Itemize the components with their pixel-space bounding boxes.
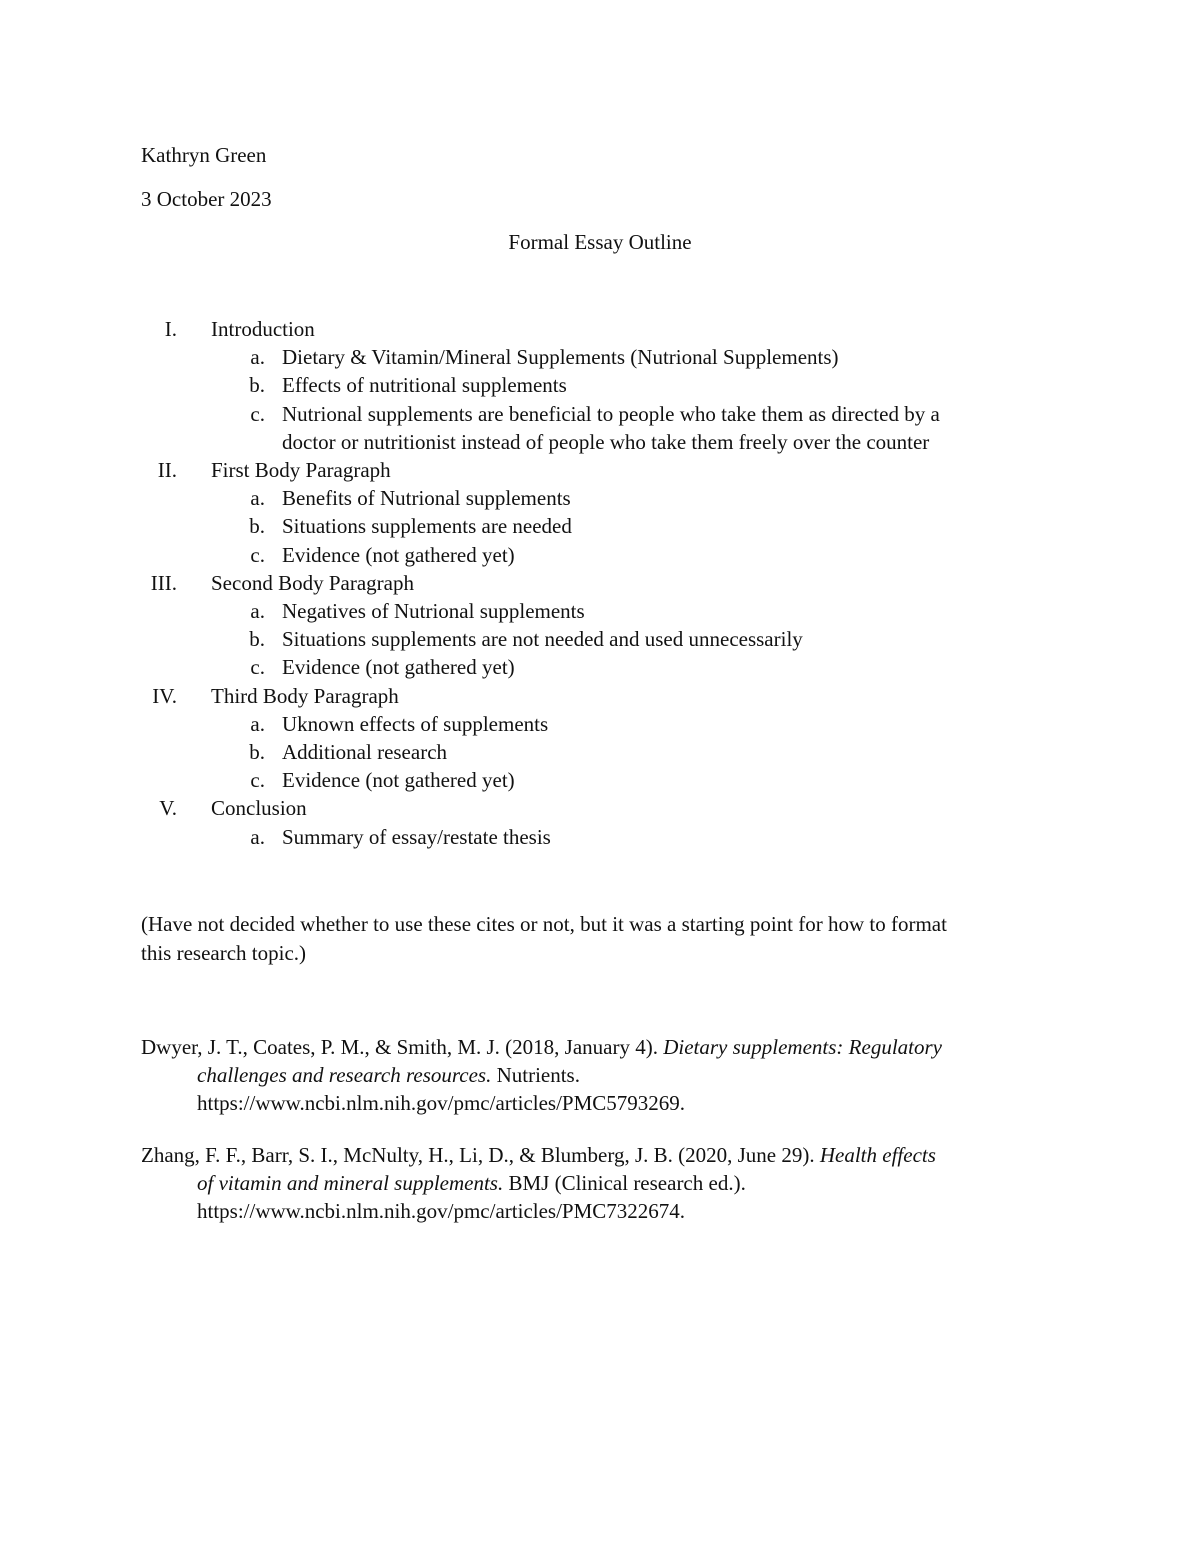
outline-item-letter: a. — [250, 599, 265, 623]
outline-item-text: Evidence (not gathered yet) — [282, 655, 515, 680]
outline-item-text: Situations supplements are not needed and used unnecessarily — [282, 627, 803, 652]
outline-item-letter: c. — [250, 768, 265, 793]
outline-section-heading: Conclusion — [211, 796, 307, 821]
outline-item-text: Effects of nutritional supplements — [282, 373, 567, 398]
research-note-line-1: (Have not decided whether to use these cites or not, but it was a starting point for how to format — [141, 912, 947, 936]
outline-item-text: Additional research — [282, 740, 448, 764]
outline-item-letter: c. — [250, 655, 265, 680]
outline-item-text: Negatives of Nutrional supplements — [282, 599, 585, 623]
outline-item-letter: a. — [250, 824, 265, 849]
reference-title: challenges and research resources. — [197, 1063, 492, 1087]
author-name: Kathryn Green — [141, 143, 267, 167]
reference-source: Nutrients. — [491, 1063, 580, 1087]
outline-numeral: III. — [150, 570, 177, 595]
reference-authors: Dwyer, J. T., Coates, P. M., & Smith, M. J. (2018, January 4). — [141, 1035, 664, 1059]
reference-url[interactable]: https://www.ncbi.nlm.nih.gov/pmc/articles/PMC5793269. — [197, 1091, 686, 1115]
outline-item-text: Evidence (not gathered yet) — [282, 542, 515, 567]
page-title: Formal Essay Outline — [508, 230, 692, 254]
outline-numeral: IV. — [152, 683, 177, 708]
outline-section-heading: Third Body Paragraph — [211, 683, 399, 708]
outline-item-letter: a. — [250, 711, 265, 736]
outline-item-letter: c. — [250, 401, 265, 426]
outline-section-heading: First Body Paragraph — [211, 458, 391, 482]
reference-source: BMJ (Clinical research ed.). — [503, 1171, 746, 1195]
outline-section-heading: Second Body Paragraph — [211, 570, 414, 595]
reference-title: Health effects — [819, 1143, 936, 1167]
outline-item-text: Benefits of Nutrional supplements — [282, 486, 571, 511]
outline-item-letter: b. — [249, 373, 265, 398]
outline-item-text: Summary of essay/restate thesis — [282, 824, 551, 849]
reference-title: Dietary supplements: Regulatory — [663, 1035, 942, 1059]
outline-item-text: Nutrional supplements are beneficial to people who take them as directed by a — [282, 401, 940, 426]
research-note-line-2: this research topic.) — [141, 941, 307, 965]
outline-item-text: Evidence (not gathered yet) — [282, 768, 515, 793]
outline-section-heading: Introduction — [211, 317, 315, 341]
outline-item-letter: b. — [249, 627, 265, 652]
reference-authors: Zhang, F. F., Barr, S. I., McNulty, H., Li, D., & Blumberg, J. B. (2020, June 29). — [141, 1143, 820, 1167]
outline-item-letter: b. — [249, 740, 265, 764]
reference-url[interactable]: https://www.ncbi.nlm.nih.gov/pmc/articles/PMC7322674. — [197, 1199, 686, 1223]
outline-item-text: Situations supplements are needed — [282, 514, 572, 539]
reference-title: of vitamin and mineral supplements. — [197, 1171, 504, 1195]
outline-numeral: II. — [157, 458, 177, 482]
outline-numeral: I. — [164, 317, 177, 341]
outline-item-text: doctor or nutritionist instead of people who take them freely over the counter — [282, 429, 930, 454]
document-date: 3 October 2023 — [141, 187, 272, 211]
outline-item-letter: b. — [249, 514, 265, 539]
outline-item-text: Dietary & Vitamin/Mineral Supplements (Nutrional Supplements) — [282, 345, 839, 370]
outline-item-letter: c. — [250, 542, 265, 567]
outline-item-letter: a. — [250, 486, 265, 511]
outline-numeral: V. — [159, 796, 177, 821]
outline-item-text: Uknown effects of supplements — [282, 711, 549, 736]
outline-item-letter: a. — [250, 345, 265, 370]
